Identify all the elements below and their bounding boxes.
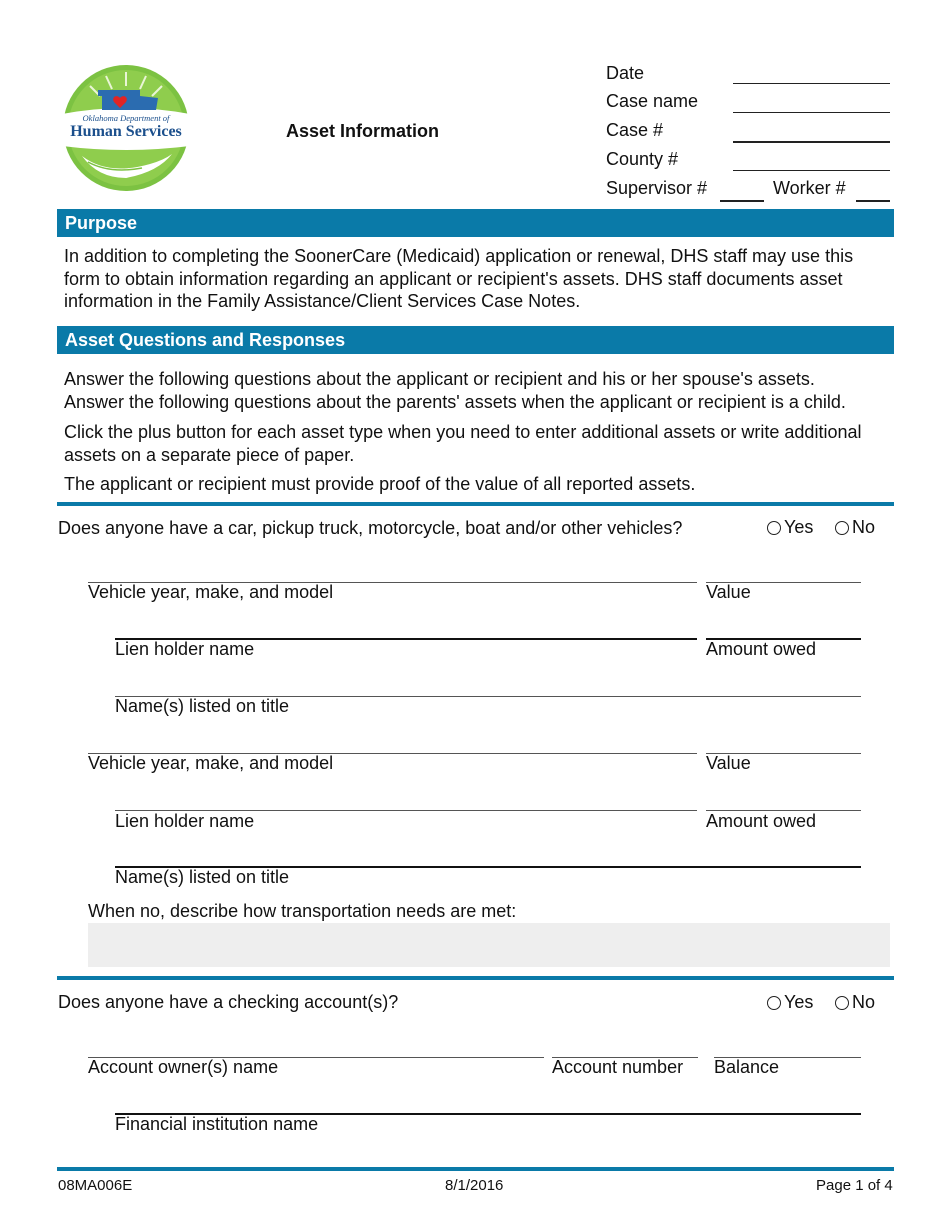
case-name-label: Case name	[606, 91, 699, 111]
purpose-heading: Purpose	[57, 209, 894, 237]
purpose-line: information in the Family Assistance/Client Services Case Notes.	[64, 291, 581, 311]
date-input[interactable]	[733, 65, 890, 84]
case-number-input[interactable]	[733, 123, 890, 143]
asset-instructions-3: The applicant or recipient must provide proof of the value of all reported assets.	[64, 474, 696, 494]
radio-circle	[767, 521, 781, 535]
date-label: Date	[606, 63, 645, 83]
vehicle-question: Does anyone have a car, pickup truck, motorcycle, boat and/or other vehicles?	[58, 518, 683, 538]
radio-circle	[767, 996, 781, 1010]
county-label: County #	[606, 149, 679, 169]
yes-label: Yes	[784, 517, 814, 537]
radio-circle	[835, 996, 849, 1010]
form-date: 8/1/2016	[445, 1177, 504, 1194]
instruction-line: Answer the following questions about the parents' assets when the applicant or recipient is a child.	[64, 391, 846, 412]
vehicle-model-label: Vehicle year, make, and model	[88, 582, 334, 602]
asset-instructions-2	[64, 421, 894, 466]
purpose-text	[64, 245, 894, 313]
checking-yes-radio[interactable]	[767, 991, 813, 1013]
amount-owed-label: Amount owed	[706, 811, 817, 831]
worker-input[interactable]	[856, 182, 890, 202]
vehicle-yes-radio[interactable]	[767, 516, 813, 538]
footer-divider	[57, 1167, 894, 1171]
worker-label: Worker #	[773, 178, 846, 198]
purpose-line: form to obtain information regarding an applicant or recipient's assets. DHS staff documents asset	[64, 268, 843, 289]
transportation-label: When no, describe how transportation needs are met:	[88, 901, 517, 921]
vehicle-model-label: Vehicle year, make, and model	[88, 753, 334, 773]
case-number-label: Case #	[606, 120, 664, 140]
purpose-line: In addition to completing the SoonerCare (Medicaid) application or renewal, DHS staff may use this	[64, 246, 854, 266]
balance-label: Balance	[714, 1057, 780, 1077]
title-names-label: Name(s) listed on title	[115, 867, 290, 887]
page-number: Page 1 of 4	[816, 1177, 893, 1194]
logo-main-text: Human Services	[70, 123, 182, 140]
form-code: 08MA006E	[58, 1177, 133, 1194]
supervisor-label: Supervisor #	[606, 178, 708, 198]
asset-instructions-1	[64, 368, 894, 413]
checking-question: Does anyone have a checking account(s)?	[58, 992, 399, 1012]
checking-no-radio[interactable]	[835, 991, 875, 1013]
institution-label: Financial institution name	[115, 1114, 319, 1134]
account-number-label: Account number	[552, 1057, 684, 1077]
radio-circle	[835, 521, 849, 535]
transportation-textarea[interactable]	[88, 923, 890, 967]
amount-owed-label: Amount owed	[706, 639, 817, 659]
supervisor-input[interactable]	[720, 182, 764, 202]
section-divider	[57, 502, 894, 506]
yes-label: Yes	[784, 992, 814, 1012]
section-divider	[57, 976, 894, 980]
logo-top-text: Oklahoma Department of	[82, 113, 170, 123]
dhs-logo	[58, 64, 194, 192]
county-input[interactable]	[733, 152, 890, 171]
no-label: No	[852, 517, 876, 537]
account-owner-label: Account owner(s) name	[88, 1057, 279, 1077]
vehicle-value-label: Value	[706, 753, 751, 773]
no-label: No	[852, 992, 876, 1012]
vehicle-no-radio[interactable]	[835, 516, 875, 538]
case-name-input[interactable]	[733, 94, 890, 113]
instruction-line: Click the plus button for each asset type when you need to enter additional assets or write additional	[64, 422, 862, 442]
instruction-line: assets on a separate piece of paper.	[64, 444, 355, 465]
title-names-label: Name(s) listed on title	[115, 696, 290, 716]
vehicle-value-label: Value	[706, 582, 751, 602]
form-title: Asset Information	[286, 121, 440, 141]
instruction-line: Answer the following questions about the applicant or recipient and his or her spouse's assets.	[64, 369, 815, 389]
lien-holder-label: Lien holder name	[115, 811, 255, 831]
asset-section-heading: Asset Questions and Responses	[57, 326, 894, 354]
lien-holder-label: Lien holder name	[115, 639, 255, 659]
